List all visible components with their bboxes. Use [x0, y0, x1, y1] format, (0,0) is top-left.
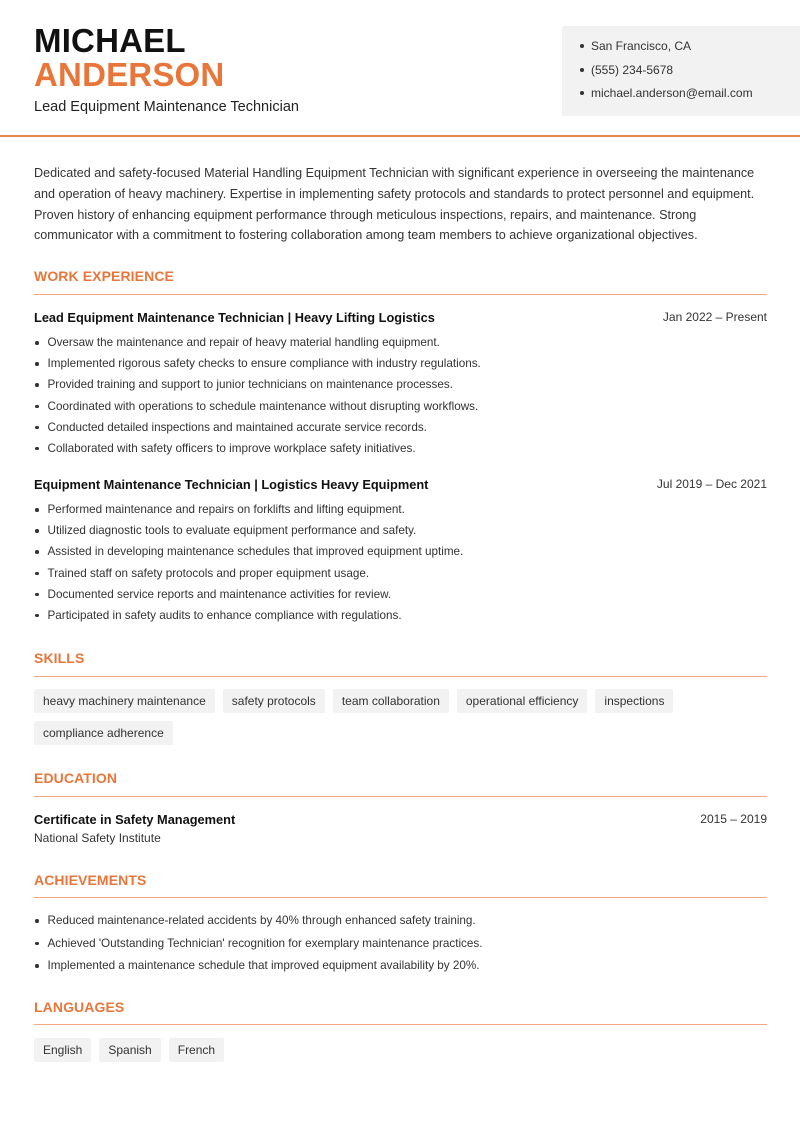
list-item-text: Provided training and support to junior technicians on maintenance processes. — [47, 378, 453, 392]
bullet-icon — [35, 508, 39, 512]
education-degree: Certificate in Safety Management — [34, 812, 236, 827]
job-bullet-list — [34, 334, 774, 461]
skill-tag: inspections — [595, 689, 673, 713]
contact-phone-text: (555) 234-5678 — [591, 62, 674, 77]
bullet-icon — [35, 614, 39, 618]
bullet-icon — [35, 341, 39, 345]
bullet-icon — [35, 593, 39, 597]
list-item — [34, 586, 774, 607]
list-item-text: Collaborated with safety officers to improve workplace safety initiatives. — [47, 441, 416, 455]
list-item-text: Participated in safety audits to enhance compliance with regulations. — [47, 608, 402, 622]
languages-tag-list — [34, 1038, 774, 1062]
summary-paragraph: Dedicated and safety-focused Material Handling Equipment Technician with significant experience in overseeing the maintenance and operation of heavy machinery. Expertise in implementing safety protocols and standards to protect personnel and equipment. Proven history of enhancing equipment performance through meticulous inspections, repairs, and maintenance. Strong communicator with a commitment to fostering collaboration among team members to achieve organizational objectives. — [34, 166, 755, 243]
skill-tag: team collaboration — [333, 689, 449, 713]
list-item-text: Oversaw the maintenance and repair of heavy material handling equipment. — [47, 336, 440, 349]
section-divider — [34, 796, 767, 797]
list-item-text: Trained staff on safety protocols and proper equipment usage. — [47, 566, 370, 580]
list-item — [34, 522, 774, 543]
list-item-text: Implemented a maintenance schedule that improved equipment availability by 20%. — [47, 959, 480, 972]
language-tag: English — [34, 1038, 91, 1062]
bullet-icon — [35, 572, 39, 576]
job-role: Lead Equipment Maintenance Technician — [34, 99, 299, 115]
contact-location-text: San Francisco, CA — [591, 39, 692, 53]
first-name: MICHAEL — [34, 22, 186, 59]
list-item-text: Assisted in developing maintenance schedules that improved equipment uptime. — [47, 545, 464, 559]
job-title: Lead Equipment Maintenance Technician | Heavy Lifting Logistics — [34, 310, 435, 325]
list-item — [34, 419, 774, 440]
list-item — [34, 398, 774, 419]
bullet-icon — [580, 68, 584, 72]
bullet-icon — [35, 426, 39, 430]
list-item-text: Reduced maintenance-related accidents by 40% through enhanced safety training. — [47, 914, 476, 927]
contact-phone — [580, 61, 800, 85]
last-name: ANDERSON — [34, 56, 225, 93]
list-item-text: Coordinated with operations to schedule maintenance without disrupting workflows. — [47, 399, 479, 413]
list-item-text: Conducted detailed inspections and maintained accurate service records. — [47, 420, 427, 434]
list-item — [34, 501, 774, 522]
achievements-list — [34, 912, 774, 980]
bullet-icon — [35, 383, 39, 387]
section-title-education: EDUCATION — [34, 770, 118, 786]
bullet-icon — [35, 942, 39, 946]
contact-location — [580, 37, 800, 61]
list-item — [34, 935, 774, 958]
list-item — [34, 957, 774, 980]
skills-tag-list — [34, 689, 774, 745]
skill-tag: compliance adherence — [34, 721, 173, 745]
skill-tag: operational efficiency — [457, 689, 588, 713]
bullet-icon — [35, 529, 39, 533]
bullet-icon — [580, 91, 584, 95]
section-title-work: WORK EXPERIENCE — [34, 268, 174, 284]
bullet-icon — [35, 405, 39, 409]
job-dates: Jul 2019 – Dec 2021 — [656, 477, 767, 491]
education-dates: 2015 – 2019 — [700, 812, 767, 826]
section-title-skills: SKILLS — [34, 650, 85, 666]
list-item — [34, 355, 774, 376]
list-item — [34, 440, 774, 461]
language-tag: Spanish — [99, 1038, 160, 1062]
list-item-text: Performed maintenance and repairs on forklifts and lifting equipment. — [47, 503, 405, 516]
section-title-languages: LANGUAGES — [34, 999, 125, 1015]
list-item — [34, 912, 774, 935]
list-item-text: Documented service reports and maintenance activities for review. — [47, 587, 392, 601]
skill-tag: safety protocols — [223, 689, 325, 713]
list-item — [34, 607, 774, 628]
job-dates: Jan 2022 – Present — [662, 310, 767, 324]
bullet-icon — [35, 964, 39, 968]
list-item — [34, 334, 774, 355]
section-divider — [34, 897, 767, 898]
section-divider — [34, 676, 767, 677]
bullet-icon — [35, 447, 39, 451]
language-tag: French — [169, 1038, 224, 1062]
section-divider — [34, 1024, 767, 1025]
section-title-achievements: ACHIEVEMENTS — [34, 872, 147, 888]
job-bullet-list — [34, 501, 774, 628]
contact-email — [580, 84, 800, 108]
bullet-icon — [580, 44, 584, 48]
job-title: Equipment Maintenance Technician | Logistics Heavy Equipment — [34, 477, 429, 492]
section-divider — [34, 294, 767, 295]
contact-box — [562, 26, 800, 116]
bullet-icon — [35, 550, 39, 554]
list-item — [34, 543, 774, 564]
contact-email-text: michael.anderson@email.com — [591, 86, 753, 100]
list-item-text: Implemented rigorous safety checks to ensure compliance with industry regulations. — [47, 357, 481, 371]
education-institution: National Safety Institute — [34, 831, 161, 845]
list-item-text: Achieved 'Outstanding Technician' recognition for exemplary maintenance practices. — [47, 936, 483, 950]
skill-tag: heavy machinery maintenance — [34, 689, 215, 713]
bullet-icon — [35, 919, 39, 923]
list-item — [34, 565, 774, 586]
resume-header — [0, 0, 800, 137]
bullet-icon — [35, 362, 39, 366]
list-item-text: Utilized diagnostic tools to evaluate equipment performance and safety. — [47, 524, 417, 538]
list-item — [34, 376, 774, 397]
